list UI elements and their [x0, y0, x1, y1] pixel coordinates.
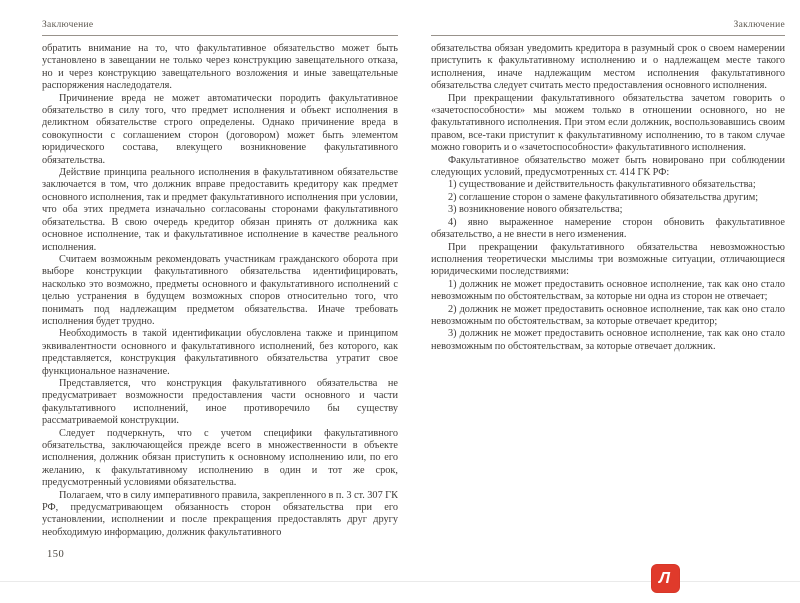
list-item-paragraph: 2) должник не может предоставить основное исполнение, так как оно стало невозможным по обстоятельствам, за которые отвечает кредитор; — [431, 303, 785, 327]
body-paragraph: Факультативное обязательство может быть новировано при соблюдении следующих условий, предусмотренных ст. 414 ГК РФ: — [431, 154, 785, 179]
list-item-paragraph: 3) должник не может предоставить основное исполнение, так как оно стало невозможным по обстоятельствам, за которые отвечает должник. — [431, 328, 785, 352]
page-right-body — [431, 43, 785, 353]
page-right — [431, 20, 785, 353]
running-head-right: Заключение — [431, 20, 785, 36]
body-paragraph: При прекращении факультативного обязательства зачетом говорить о «зачетоспособности» мы можем только в отношении основного, но не факультативного исполнения. При этом если должник, воспользовавшись своим правом, все-таки приступит к факультативному исполнению, то в таком случае можно говорить и о «зачетоспособности» факультативного исполнения. — [431, 92, 785, 154]
page-number: 150 — [47, 549, 65, 560]
labirint-logo-letter: Л — [659, 569, 670, 587]
body-paragraph: Необходимость в такой идентификации обусловлена также и принципом эквивалентности основного и факультативного исполнений, без которого, как представляется, конструкция факультативного обязательства утратит свое функциональное назначение. — [42, 328, 398, 377]
list-item-paragraph: 1) существование и действительность факультативного обязательства; — [448, 179, 756, 191]
list-item-paragraph: 1) должник не может предоставить основное исполнение, так как оно стало невозможным по обстоятельствам, за которые ни одна из сторон не отвечает; — [431, 278, 785, 303]
list-item-paragraph: 4) явно выраженное намерение сторон обновить факультативное обязательство, а не внести в него изменения. — [431, 216, 785, 241]
body-paragraph: При прекращении факультативного обязательства невозможностью исполнения теоретически мыслимы три возможные ситуации, отличающиеся юридическими последствиями: — [431, 241, 785, 278]
list-item-paragraph: 2) соглашение сторон о замене факультативного обязательства другим; — [448, 191, 759, 203]
body-paragraph: Считаем возможным рекомендовать участникам гражданского оборота при выборе конструкции факультативного обязательства идентифицировать, насколько это возможно, предметы основного и факультативного исполнений с целью устранения в будущем возможных споров относительно того, что понимать под надлежащим предметом обязательства. Иначе требовать исполнения будет трудно. — [42, 253, 398, 327]
scan-bottom-edge — [0, 581, 800, 582]
page-left — [42, 20, 398, 539]
body-paragraph: Действие принципа реального исполнения в факультативном обязательстве заключается в том, что должник вправе предоставить кредитору как предмет основного исполнения, так и предмет факультативного исполнения при условии, что оба этих предмета изначально согласованы сторонами факультативного обязательства. В свою очередь кредитор обязан принять от должника как основное исполнение, так и факультативное исполнение в качестве реального исполнения. — [42, 167, 398, 253]
list-item-paragraph: 3) возникновение нового обязательства; — [448, 204, 623, 216]
running-head-left: Заключение — [42, 20, 398, 36]
page-left-body — [42, 43, 398, 539]
body-paragraph: Причинение вреда не может автоматически породить факультативное обязательство в силу того, что предмет исполнения и объект исполнения в деликтном обязательстве строго определены. Однако причинение вреда в совокупности с соглашением сторон (договором) может быть элементом юридического состава, влекущего возникновение факультативного обязательства. — [42, 92, 398, 166]
body-paragraph: Представляется, что конструкция факультативного обязательства не предусматривает возможности предоставления части основного и части факультативного исполнений, иное противоречило бы существу рассматриваемой конструкции. — [42, 377, 398, 427]
body-paragraph: Полагаем, что в силу императивного правила, закрепленного в п. 3 ст. 307 ГК РФ, предусматривающем обязанность сторон обязательства при его установлении, исполнении и после прекращения предоставлять друг другу необходимую информацию, должник факультативного — [42, 489, 398, 538]
labirint-logo — [651, 564, 680, 593]
body-paragraph: обратить внимание на то, что факультативное обязательство может быть установлено в завещании не только через конструкцию завещательного отказа, но и через конструкцию завещательного возложения и иные завещательные распоряжения наследодателя. — [42, 43, 398, 92]
body-paragraph: Следует подчеркнуть, что с учетом специфики факультативного обязательства, заключающейся прежде всего в множественности в объекте исполнения, должник обязан приступить к основному исполнению или, по его желанию, к факультативному исполнению в один и тот же срок, предусмотренный условиями обязательства. — [42, 427, 398, 489]
body-paragraph: обязательства обязан уведомить кредитора в разумный срок о своем намерении приступить к факультативному исполнению и о надлежащем месте такого исполнения, иначе надлежащим местом исполнения факультативного обязательства следует считать место предоставления основного исполнения. — [431, 43, 785, 92]
